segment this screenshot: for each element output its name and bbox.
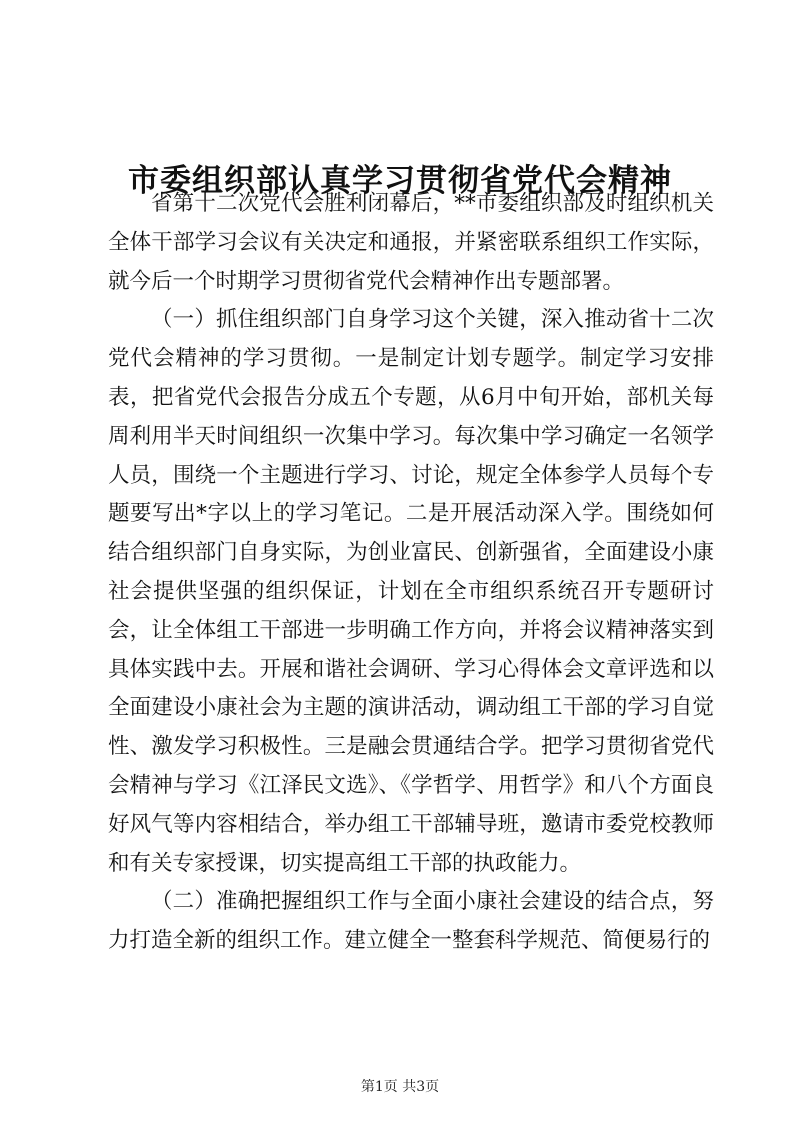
paragraph-section-2: （二）准确把握组织工作与全面小康社会建设的结合点，努力打造全新的组织工作。建立健全一整套科学规范、简便易行的 <box>108 889 714 954</box>
page-footer: 第1页 共3页 <box>360 1079 440 1095</box>
document-body <box>108 185 714 961</box>
document-title: 市委组织部认真学习贯彻省党代会精神 <box>128 162 672 199</box>
paragraph-intro: 省第十二次党代会胜利闭幕后，**市委组织部及时组织机关全体干部学习会议有关决定和通报，并紧密联系组织工作实际，就今后一个时期学习贯彻省党代会精神作出专题部署。 <box>108 191 714 294</box>
paragraph-section-1: （一）抓住组织部门自身学习这个关键，深入推动省十二次党代会精神的学习贯彻。一是制定计划专题学。制定学习安排表，把省党代会报告分成五个专题，从6月中旬开始，部机关每周利用半天时间组织一次集中学习。每次集中学习确定一名领学人员，围绕一个主题进行学习、讨论，规定全体参学人员每个专题要写出*字以上的学习笔记。二是开展活动深入学。围绕如何结合组织部门自身实际，为创业富民、创新强省，全面建设小康社会提供坚强的组织保证，计划在全市组织系统召开专题研讨会，让全体组工干部进一步明确工作方向，并将会议精神落实到具体实践中去。开展和谐社会调研、学习心得体会文章评选和以全面建设小康社会为主题的演讲活动，调动组工干部的学习自觉性、激发学习积极性。三是融会贯通结合学。把学习贯彻省党代会精神与学习《江泽民文选》、《学哲学、用哲学》和八个方面良好风气等内容相结合，举办组工干部辅导班，邀请市委党校教师和有关专家授课，切实提高组工干部的执政能力。 <box>108 307 714 876</box>
